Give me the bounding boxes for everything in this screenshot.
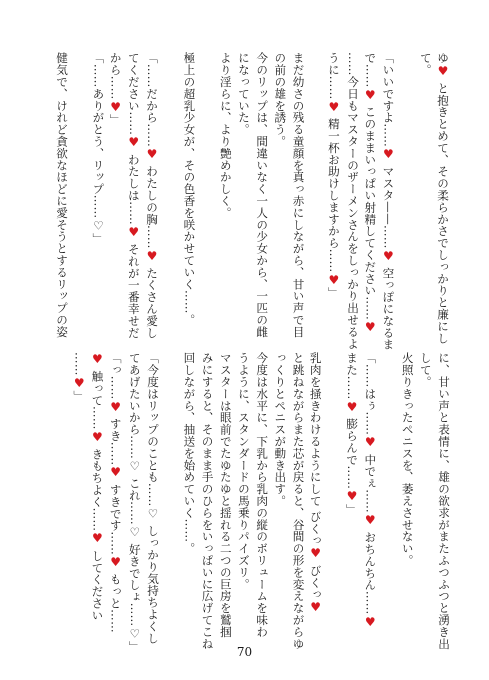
blank-line: [307, 52, 322, 338]
text-line: の前の雄を誘う。: [273, 52, 288, 148]
text-line: で……♥ このままいっぱい射精してください……♥: [363, 52, 378, 335]
text-line: うに……♥ 精一杯お助けしますから……♥」: [326, 52, 341, 299]
text-line: ♥ 触って……♥ きもちよく……♥ してください: [90, 352, 105, 622]
heart-icon: ♥: [108, 555, 123, 570]
text-line: して。: [418, 352, 433, 388]
heart-icon: ♥: [345, 399, 360, 414]
heart-icon: ♥: [326, 272, 341, 287]
text-line: 健気で、けれど貪欲なほどに愛そうとするリップの姿: [55, 52, 70, 338]
text-line: に、甘い声と表情に、雄の欲求がまたふつふつと湧き出: [437, 352, 451, 650]
heart-icon: ♥: [363, 87, 378, 102]
text-line: より淫らに、より艶めかしく。: [218, 52, 233, 219]
heart-icon: ♥: [436, 63, 450, 79]
blank-line: [70, 52, 85, 338]
text-line: てください……♥ わたしは……♥ それが一番幸せだ: [126, 52, 141, 339]
text-line: みにすると、そのまま手のひらをいっぱいに広げてこね: [200, 352, 215, 650]
text-line: ……♥」: [72, 352, 87, 403]
heart-icon: ♥: [326, 99, 341, 114]
text-line: 「……ありがとう、リップ……♡」: [91, 52, 106, 245]
text-line: ……今日もマスターのザーメンさんをしっかり出せるよ: [346, 52, 361, 350]
blank-line: [161, 352, 176, 638]
heart-icon: ♥: [72, 375, 87, 391]
heart-icon: ♥: [308, 546, 323, 561]
text-line: まだ幼さの残る童顔を真っ赤にしながら、甘い声で目: [291, 52, 306, 338]
text-line: 極上の超乳少女が、その色香を咲かせていく……。: [182, 52, 197, 326]
text-line: から……♥」: [108, 52, 123, 126]
heart-icon: ♥: [90, 429, 105, 445]
text-line: 火照りきったペニスを、萎えさせない。: [400, 352, 415, 567]
heart-icon: ♥: [363, 435, 378, 450]
heart-icon: ♥: [126, 224, 141, 240]
text-line: 「……はぅ……♥ 中でぇ……♥ おちんちん……♥: [363, 352, 378, 629]
text-line: 「……だから……♥ わたしの胸……♥ たくさん愛し: [145, 52, 159, 339]
text-line: 今のリップは、間違いなく一人の少女から、一匹の雌: [255, 52, 270, 338]
heart-icon: ♥: [363, 320, 378, 335]
text-line: っくりとペニスが動き出す。: [273, 352, 288, 507]
blank-line: [161, 52, 176, 338]
text-line: また……♥ 膨らんで……♥」: [345, 352, 360, 516]
heart-icon: ♥: [381, 147, 396, 162]
text-line: マスターは眼前でたゆたゆと揺れる二つの巨房を鷲掴: [218, 352, 233, 638]
text-line: 「っ……♥ すき……♥ すきです……♥ もっと……: [108, 352, 123, 633]
heart-icon: ♥: [145, 147, 159, 162]
text-line: 乳肉を掻きわけるようにして びくっ♥ びくっ♥: [308, 352, 323, 615]
heart-icon: ♥: [108, 399, 123, 414]
heart-icon: ♥: [345, 489, 360, 504]
text-line: てあげたいから……♡ これ……♡ 好きでしょ……♡」: [127, 352, 142, 653]
blank-line: [379, 352, 394, 638]
text-line: 回しながら、抽送を始めていく……。: [182, 352, 197, 555]
text-line: 「いいですよ……♥ マスタ——……♥ 空っぽになるま: [381, 52, 396, 351]
heart-icon: ♥: [363, 614, 378, 629]
heart-icon: ♥: [145, 248, 159, 264]
heart-icon: ♥: [308, 600, 323, 615]
text-line: になっていた。: [236, 52, 251, 136]
text-line: ゆ♥ と抱きとめて、その柔らかさでしっかりと廉にし: [436, 52, 450, 345]
text-line: て。: [418, 52, 433, 76]
heart-icon: ♥: [126, 135, 141, 150]
text-line: 「今度はリップのことも……♡ しっかり気持ちよくし: [146, 352, 160, 644]
blank-line: [398, 52, 413, 338]
page-number: 70: [236, 645, 253, 659]
text-line: と跳ねながらまた芯が戻ると、谷間の形を変えながらゆ: [291, 352, 306, 650]
heart-icon: ♥: [108, 99, 123, 114]
blank-line: [198, 52, 213, 338]
blank-line: [325, 352, 340, 638]
text-line: うように、スタンダードの馬乗りパイズリ。: [236, 352, 251, 590]
heart-icon: ♥: [90, 352, 105, 367]
heart-icon: ♥: [108, 465, 123, 480]
upper-text-block: [49, 52, 450, 351]
heart-icon: ♥: [381, 248, 396, 264]
text-line: 今度は水平に、下乳から乳肉の縦のボリュームを味わ: [255, 352, 270, 638]
heart-icon: ♥: [363, 513, 378, 528]
heart-icon: ♥: [90, 531, 105, 546]
